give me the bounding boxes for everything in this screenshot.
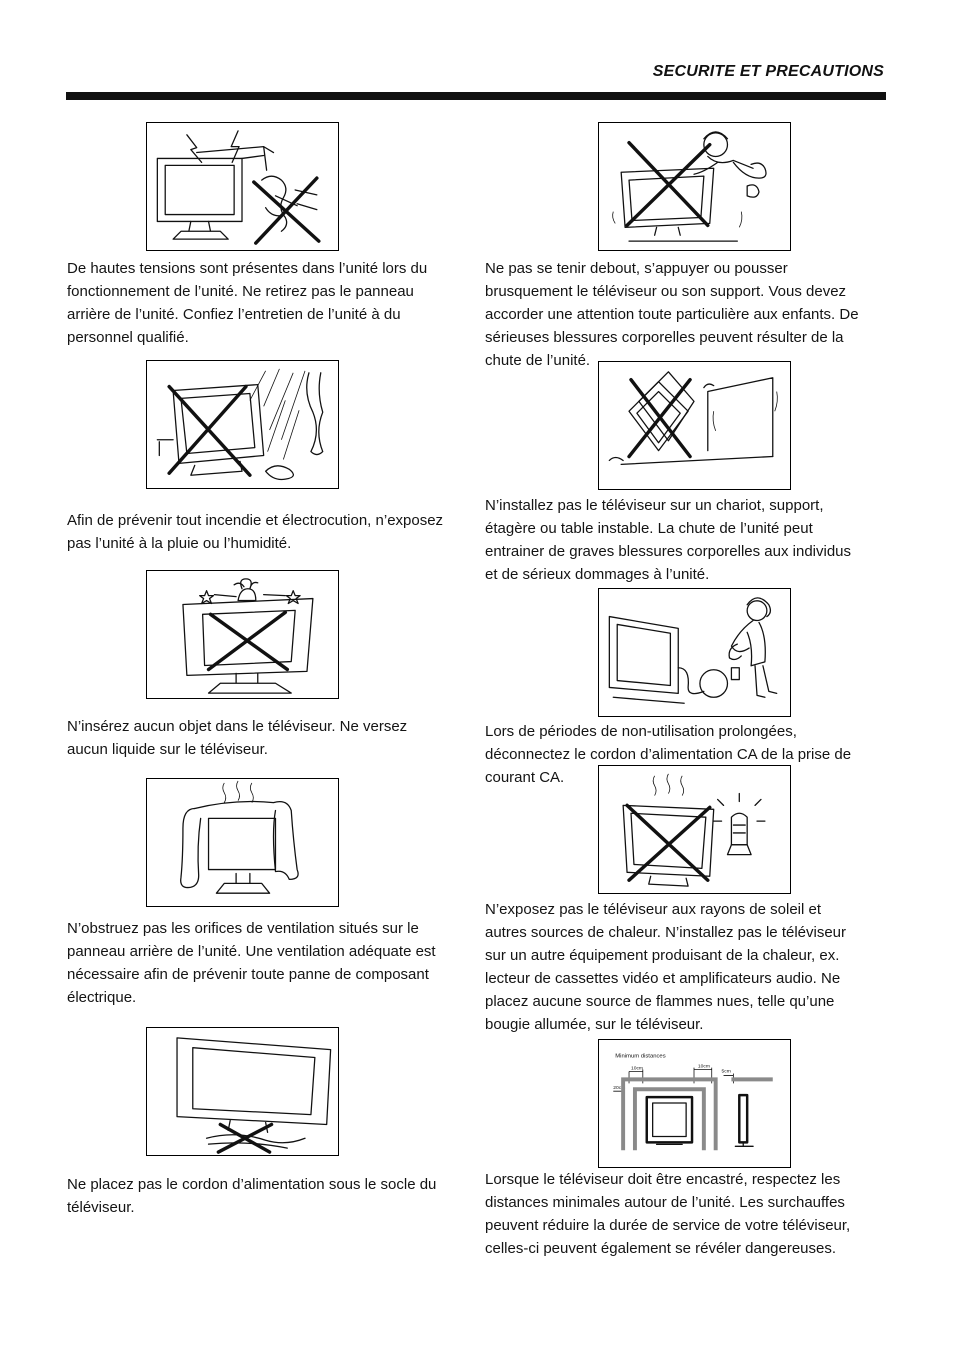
prohibited-cross-icon (169, 387, 250, 476)
tv-rain-crossed-icon (147, 361, 338, 488)
illustration-ventilation (146, 778, 339, 907)
text-line: sérieuses blessures corporelles peuvent résulter de la (485, 329, 844, 346)
illustration-climbing-child (598, 122, 791, 251)
paragraph-power-cord (67, 1173, 436, 1219)
prohibited-cross-icon (627, 143, 710, 226)
text-line: sur un autre équipement produisant de la chaleur, ex. (485, 947, 840, 964)
illustration-high-voltage (146, 122, 339, 251)
text-line: aucun liquide sur le téléviseur. (67, 741, 268, 758)
illustration-rain (146, 360, 339, 489)
falling-tv-drawing (629, 372, 694, 451)
paragraph-rain (67, 509, 443, 555)
tv-front-icon (647, 1097, 692, 1144)
label-left-side: 20cm (613, 1086, 626, 1092)
paragraph-high-voltage (67, 257, 427, 349)
text-line: peuvent réduire la durée de service de votre téléviseur, (485, 1217, 851, 1234)
heater-icon (714, 794, 765, 855)
text-line: Ne placez pas le cordon d’alimentation sous le socle du (67, 1176, 437, 1193)
tv-drawing (609, 617, 684, 704)
text-line: entrainer de graves blessures corporelles aux individus (485, 543, 852, 560)
text-line: autres sources de chaleur. N’installez pas le téléviseur (485, 924, 847, 941)
text-line: De hautes tensions sont présentes dans l’unité lors du (67, 260, 428, 277)
lightning-icon (187, 131, 239, 163)
prohibited-cross-icon (627, 805, 710, 880)
tv-side-icon (735, 1095, 753, 1146)
paragraph-climbing (485, 257, 859, 372)
paragraph-objects-liquids (67, 715, 407, 761)
text-line: étagère ou table instable. La chute de l’unité peut (485, 520, 813, 537)
heat-waves-icon (223, 781, 254, 803)
text-line: N’insérez aucun objet dans le téléviseur. Ne versez (67, 718, 408, 735)
text-line: lecteur de cassettes vidéo et amplificateurs audio. Ne (485, 970, 841, 987)
text-line: Lors de périodes de non-utilisation prolongées, (485, 723, 797, 740)
text-line: personnel qualifié. (67, 329, 189, 346)
paragraph-built-in (485, 1168, 850, 1260)
text-line: pas l’unité à la pluie ou l’humidité. (67, 535, 292, 552)
power-cord-icon (678, 668, 739, 698)
text-line: fonctionnement de l’unité. Ne retirez pas le panneau (67, 283, 414, 300)
woman-icon (729, 598, 777, 697)
illustration-power-cord (146, 1027, 339, 1156)
text-line: celles-ci peuvent également se révéler dangereuses. (485, 1240, 837, 1257)
text-line: Lorsque le téléviseur doit être encastré, respectez les (485, 1171, 841, 1188)
tv-drawing (157, 147, 273, 240)
text-line: placez aucune source de flammes nues, telle qu’une (485, 993, 835, 1010)
heat-waves-icon (653, 774, 684, 796)
illustration-unstable-support (598, 361, 791, 490)
tv-covered-cloth-icon (147, 779, 338, 906)
text-line: Ne pas se tenir debout, s’appuyer ou pousser (485, 260, 788, 277)
tv-drawing (209, 818, 276, 893)
text-line: électrique. (67, 989, 137, 1006)
prohibited-cross-icon (209, 612, 288, 669)
label-top-left: 10cm (631, 1066, 643, 1072)
tv-drawing (177, 1038, 331, 1133)
text-line: N’installez pas le téléviseur sur un chariot, support, (485, 497, 824, 514)
page-title: SECURITE ET PRECAUTIONS (652, 63, 884, 80)
text-line: bougie allumée, sur le téléviseur. (485, 1016, 704, 1033)
text-line: arrière de l’unité. Confiez l’entretien de l’unité à du (67, 306, 401, 323)
shake-lines (713, 392, 777, 431)
paragraph-ventilation (67, 917, 436, 1009)
text-line: distances minimales autour de l’unité. Les surchauffes (485, 1194, 845, 1211)
tv-drawing (621, 168, 737, 241)
text-line: déconnectez le cordon d’alimentation CA de la prise de (485, 746, 852, 763)
text-line: et de sérieux dommages à l’unité. (485, 566, 710, 583)
tv-vase-crossed-icon (147, 571, 338, 698)
woman-unplugging-tv-icon (599, 589, 790, 716)
falling-tv-crossed-icon (599, 362, 790, 489)
child-icon (694, 132, 766, 197)
text-line: N’exposez pas le téléviseur aux rayons de soleil et (485, 901, 822, 918)
prohibited-cross-icon (629, 380, 690, 457)
rain-lines (250, 369, 305, 460)
text-line: brusquement le téléviseur ou son support. Vous devez (485, 283, 847, 300)
minimum-distances-diagram (599, 1040, 790, 1167)
text-line: chute de l’unité. (485, 352, 591, 369)
text-line: téléviseur. (67, 1199, 135, 1216)
label-top-right: 10cm (697, 1064, 710, 1070)
paragraph-unstable-support (485, 494, 851, 586)
tv-heater-crossed-icon (599, 766, 790, 893)
tv-drawing (183, 599, 313, 694)
cloth-drawing (181, 802, 298, 888)
prohibited-cross-icon (218, 1124, 271, 1152)
text-line: N’obstruez pas les orifices de ventilation situés sur le (67, 920, 419, 937)
tv-cord-under-stand-icon (147, 1028, 338, 1155)
label-side: 5cm (721, 1069, 731, 1075)
text-line: nécessaire afin de prévenir toute panne de composant (67, 966, 429, 983)
illustration-unplug (598, 588, 791, 717)
paragraph-heat (485, 898, 846, 1036)
illustration-minimum-distances (598, 1039, 791, 1168)
diagram-title: Minimum distances (615, 1053, 666, 1060)
illustration-objects-liquids (146, 570, 339, 699)
tv-open-back-crossed-icon (147, 123, 338, 250)
child-on-tv-crossed-icon (599, 123, 790, 250)
text-line: panneau arrière de l’unité. Une ventilation adéquate est (67, 943, 436, 960)
text-line: courant CA. (485, 769, 565, 786)
flower-vase-icon (234, 579, 258, 601)
header-divider (66, 92, 886, 100)
illustration-heat (598, 765, 791, 894)
text-line: Afin de prévenir tout incendie et électrocution, n’exposez (67, 512, 444, 529)
text-line: accorder une attention toute particulière aux enfants. De (485, 306, 859, 323)
